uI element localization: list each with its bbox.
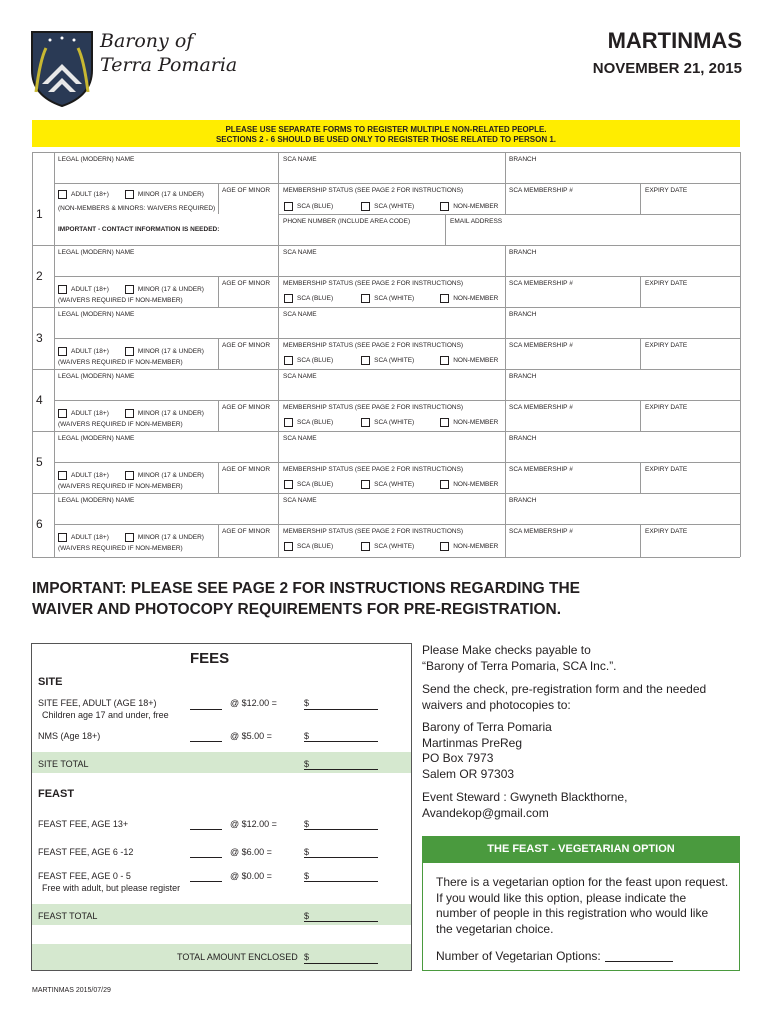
age-of-minor-label: AGE OF MINOR [222,342,271,349]
site-adult-amount-line[interactable] [304,709,378,710]
sca-name-label: SCA NAME [283,249,317,256]
age-checkboxes [58,533,204,542]
adult-checkbox[interactable] [58,471,67,480]
notice-line2: SECTIONS 2 - 6 SHOULD BE USED ONLY TO REGISTER THOSE RELATED TO PERSON 1. [215,135,557,144]
address-line3: PO Box 7973 [422,751,494,765]
sca-blue-label: SCA (BLUE) [297,419,334,427]
important-notice-line1: IMPORTANT: PLEASE SEE PAGE 2 FOR INSTRUCTIONS REGARDING THE [32,580,580,597]
site-total-line[interactable] [304,769,378,770]
address-line4: Salem OR 97303 [422,767,515,781]
send-line2: waivers and photocopies to: [422,698,571,712]
membership-status-label: MEMBERSHIP STATUS (SEE PAGE 2 FOR INSTRUCTIONS) [283,187,464,194]
adult-label: ADULT (18+) [71,286,109,294]
waiver-note: (WAIVERS REQUIRED IF NON-MEMBER) [58,545,183,552]
email-label: EMAIL ADDRESS [450,218,503,225]
adult-label: ADULT (18+) [71,472,109,480]
minor-label: MINOR (17 & UNDER) [137,534,204,542]
membership-status-label: MEMBERSHIP STATUS (SEE PAGE 2 FOR INSTRUCTIONS) [283,280,464,287]
sca-blue-checkbox[interactable] [284,356,293,365]
veg-title-bar [422,836,740,863]
membership-checkboxes [284,294,498,303]
feast-6-label: FEAST FEE, AGE 6 -12 [38,847,134,857]
checks-line2: “Barony of Terra Pomaria, SCA Inc.”. [422,659,617,673]
feast-6-price: @ $6.00 = [230,847,272,857]
feast-6-dollar: $ [304,847,310,857]
non-member-label: NON-MEMBER [453,203,499,211]
branch-label: BRANCH [509,373,537,380]
branch-label: BRANCH [509,311,537,318]
sca-white-checkbox[interactable] [361,542,370,551]
non-member-label: NON-MEMBER [453,419,499,427]
feast-total-dollar: $ [304,911,310,921]
feast-0-price: @ $0.00 = [230,871,272,881]
sca-membership-label: SCA MEMBERSHIP # [509,342,573,349]
person-number-3: 3 [36,331,43,345]
veg-line2: If you would like this option, please indicate the [436,891,687,905]
branch-label: BRANCH [509,497,537,504]
person-number-4: 4 [36,393,43,407]
steward-line1: Event Steward : Gwyneth Blackthorne, [422,790,628,804]
sca-white-checkbox[interactable] [361,294,370,303]
expiry-date-label: EXPIRY DATE [645,466,688,473]
barony-shield-logo [30,30,94,108]
age-of-minor-label: AGE OF MINOR [222,404,271,411]
non-member-checkbox[interactable] [440,480,449,489]
person-number-1: 1 [36,207,43,221]
nms-price: @ $5.00 = [230,731,272,741]
waiver-note: (WAIVERS REQUIRED IF NON-MEMBER) [58,421,183,428]
total-amount-line[interactable] [304,963,378,964]
sca-white-checkbox[interactable] [361,202,370,211]
sca-white-label: SCA (WHITE) [374,203,415,211]
veg-count-label: Number of Vegetarian Options: [436,949,601,963]
sca-blue-checkbox[interactable] [284,542,293,551]
important-notice-line2: WAIVER AND PHOTOCOPY REQUIREMENTS FOR PRE-REGISTRATION. [32,601,562,618]
expiry-date-label: EXPIRY DATE [645,280,688,287]
sca-name-label: SCA NAME [283,156,317,163]
membership-status-label: MEMBERSHIP STATUS (SEE PAGE 2 FOR INSTRUCTIONS) [283,466,464,473]
age-of-minor-label: AGE OF MINOR [222,466,271,473]
sca-name-label: SCA NAME [283,311,317,318]
feast-13-dollar: $ [304,819,310,829]
adult-label: ADULT (18+) [71,348,109,356]
site-child-note: Children age 17 and under, free [42,710,169,720]
adult-label: ADULT (18+) [71,191,109,199]
person1-waiver-note: (NON-MEMBERS & MINORS: WAIVERS REQUIRED) [58,205,216,212]
sca-name-label: SCA NAME [283,435,317,442]
legal-name-label: LEGAL (MODERN) NAME [58,311,135,318]
non-member-checkbox[interactable] [440,202,449,211]
age-checkboxes [58,471,204,480]
address-line1: Barony of Terra Pomaria [422,720,552,734]
sca-blue-checkbox[interactable] [284,418,293,427]
sca-membership-label: SCA MEMBERSHIP # [509,404,573,411]
send-line1: Send the check, pre-registration form and the needed [422,682,707,696]
feast-0-amount-line[interactable] [304,881,378,882]
event-date: NOVEMBER 21, 2015 [592,60,742,77]
veg-title: THE FEAST - VEGETARIAN OPTION [487,843,675,855]
sca-name-label: SCA NAME [283,373,317,380]
sca-white-checkbox[interactable] [361,418,370,427]
membership-checkboxes [284,480,498,489]
important-contact-label: IMPORTANT - CONTACT INFORMATION IS NEEDED: [58,226,220,233]
waiver-note: (WAIVERS REQUIRED IF NON-MEMBER) [58,483,183,490]
veg-line3: number of people in this registration who would like [436,906,709,920]
feast-13-amount-line[interactable] [304,829,378,830]
nms-amount-line[interactable] [304,741,378,742]
minor-checkbox[interactable] [125,533,134,542]
sca-name-label: SCA NAME [283,497,317,504]
site-heading: SITE [38,676,63,688]
branch-label: BRANCH [509,249,537,256]
legal-name-label: LEGAL (MODERN) NAME [58,156,135,163]
feast-0-dollar: $ [304,871,310,881]
site-total-dollar: $ [304,759,310,769]
sca-blue-checkbox[interactable] [284,294,293,303]
minor-checkbox[interactable] [125,285,134,294]
non-member-checkbox[interactable] [440,418,449,427]
feast-0-note: Free with adult, but please register [42,883,181,893]
sca-white-label: SCA (WHITE) [374,357,415,365]
minor-label: MINOR (17 & UNDER) [137,286,204,294]
sca-white-label: SCA (WHITE) [374,295,415,303]
sca-blue-label: SCA (BLUE) [297,481,334,489]
feast-heading: FEAST [38,788,75,800]
legal-name-label: LEGAL (MODERN) NAME [58,373,135,380]
non-member-label: NON-MEMBER [453,295,499,303]
sca-membership-label: SCA MEMBERSHIP # [509,466,573,473]
feast-13-qty-line[interactable] [190,829,222,830]
legal-name-label: LEGAL (MODERN) NAME [58,435,135,442]
fees-title: FEES [190,650,230,667]
branch-label: BRANCH [509,156,537,163]
checks-line1: Please Make checks payable to [422,643,591,657]
adult-checkbox[interactable] [58,533,67,542]
adult-checkbox[interactable] [58,409,67,418]
membership-checkboxes [284,542,498,551]
person-number-6: 6 [36,517,43,531]
legal-name-label: LEGAL (MODERN) NAME [58,497,135,504]
sca-white-checkbox[interactable] [361,480,370,489]
total-dollar: $ [304,952,310,962]
non-member-checkbox[interactable] [440,356,449,365]
nms-qty-line[interactable] [190,741,222,742]
minor-label: MINOR (17 & UNDER) [137,191,204,199]
adult-checkbox[interactable] [58,190,67,199]
org-name-line2: Terra Pomaria [100,54,238,76]
sca-white-label: SCA (WHITE) [374,543,415,551]
adult-label: ADULT (18+) [71,410,109,418]
feast-6-qty-line[interactable] [190,857,222,858]
veg-count-line[interactable] [605,961,673,962]
non-member-checkbox[interactable] [440,294,449,303]
minor-checkbox[interactable] [125,190,134,199]
feast-13-label: FEAST FEE, AGE 13+ [38,819,129,829]
sca-blue-checkbox[interactable] [284,480,293,489]
feast-0-label: FEAST FEE, AGE 0 - 5 [38,871,131,881]
expiry-date-label: EXPIRY DATE [645,404,688,411]
membership-status-label: MEMBERSHIP STATUS (SEE PAGE 2 FOR INSTRUCTIONS) [283,342,464,349]
branch-label: BRANCH [509,435,537,442]
minor-label: MINOR (17 & UNDER) [137,472,204,480]
sca-blue-label: SCA (BLUE) [297,203,334,211]
age-checkboxes [58,409,204,418]
expiry-date-label: EXPIRY DATE [645,342,688,349]
non-member-checkbox[interactable] [440,542,449,551]
veg-line4: the vegetarian choice. [436,922,554,936]
sca-membership-label: SCA MEMBERSHIP # [509,280,573,287]
age-checkboxes [58,190,204,199]
non-member-label: NON-MEMBER [453,481,499,489]
site-adult-qty-line[interactable] [190,709,222,710]
age-of-minor-label: AGE OF MINOR [222,280,271,287]
total-enclosed-label: TOTAL AMOUNT ENCLOSED [177,952,298,962]
address-line2: Martinmas PreReg [422,736,523,750]
site-adult-price: @ $12.00 = [230,698,277,708]
footer-text: MARTINMAS 2015/07/29 [32,987,111,994]
veg-line1: There is a vegetarian option for the feast upon request. [436,875,729,889]
notice-line1: PLEASE USE SEPARATE FORMS TO REGISTER MULTIPLE NON-RELATED PEOPLE. [225,125,547,134]
site-total-label: SITE TOTAL [38,759,89,769]
sca-white-label: SCA (WHITE) [374,419,415,427]
nms-label: NMS (Age 18+) [38,731,101,741]
sca-membership-label: SCA MEMBERSHIP # [509,528,573,535]
minor-checkbox[interactable] [125,471,134,480]
age-of-minor-label: AGE OF MINOR [222,528,271,535]
feast-0-qty-line[interactable] [190,881,222,882]
minor-checkbox[interactable] [125,409,134,418]
adult-label: ADULT (18+) [71,534,109,542]
event-title: MARTINMAS [607,28,742,53]
adult-checkbox[interactable] [58,347,67,356]
org-name-line1: Barony of [100,30,194,52]
expiry-date-label: EXPIRY DATE [645,187,688,194]
membership-checkboxes [284,356,498,365]
site-adult-label: SITE FEE, ADULT (AGE 18+) [38,698,157,708]
feast-6-amount-line[interactable] [304,857,378,858]
person-number-2: 2 [36,269,43,283]
age-checkboxes [58,285,204,294]
age-checkboxes [58,347,204,356]
feast-total-line[interactable] [304,921,378,922]
sca-blue-label: SCA (BLUE) [297,295,334,303]
minor-label: MINOR (17 & UNDER) [137,348,204,356]
site-adult-dollar: $ [304,698,310,708]
legal-name-label: LEGAL (MODERN) NAME [58,249,135,256]
feast-total-label: FEAST TOTAL [38,911,98,921]
steward-line2: Avandekop@gmail.com [422,806,549,820]
membership-checkboxes [284,418,498,427]
age-of-minor-label: AGE OF MINOR [222,187,271,194]
sca-blue-label: SCA (BLUE) [297,357,334,365]
minor-label: MINOR (17 & UNDER) [137,410,204,418]
sca-white-checkbox[interactable] [361,356,370,365]
non-member-label: NON-MEMBER [453,543,499,551]
sca-white-label: SCA (WHITE) [374,481,415,489]
adult-checkbox[interactable] [58,285,67,294]
non-member-label: NON-MEMBER [453,357,499,365]
membership-checkboxes [284,202,498,211]
expiry-date-label: EXPIRY DATE [645,528,688,535]
waiver-note: (WAIVERS REQUIRED IF NON-MEMBER) [58,297,183,304]
nms-dollar: $ [304,731,310,741]
notice-bar [32,120,740,147]
membership-status-label: MEMBERSHIP STATUS (SEE PAGE 2 FOR INSTRUCTIONS) [283,404,464,411]
phone-label: PHONE NUMBER (INCLUDE AREA CODE) [283,218,411,225]
sca-blue-label: SCA (BLUE) [297,543,334,551]
feast-13-price: @ $12.00 = [230,819,277,829]
sca-membership-label: SCA MEMBERSHIP # [509,187,573,194]
sca-blue-checkbox[interactable] [284,202,293,211]
membership-status-label: MEMBERSHIP STATUS (SEE PAGE 2 FOR INSTRUCTIONS) [283,528,464,535]
person-number-5: 5 [36,455,43,469]
minor-checkbox[interactable] [125,347,134,356]
waiver-note: (WAIVERS REQUIRED IF NON-MEMBER) [58,359,183,366]
